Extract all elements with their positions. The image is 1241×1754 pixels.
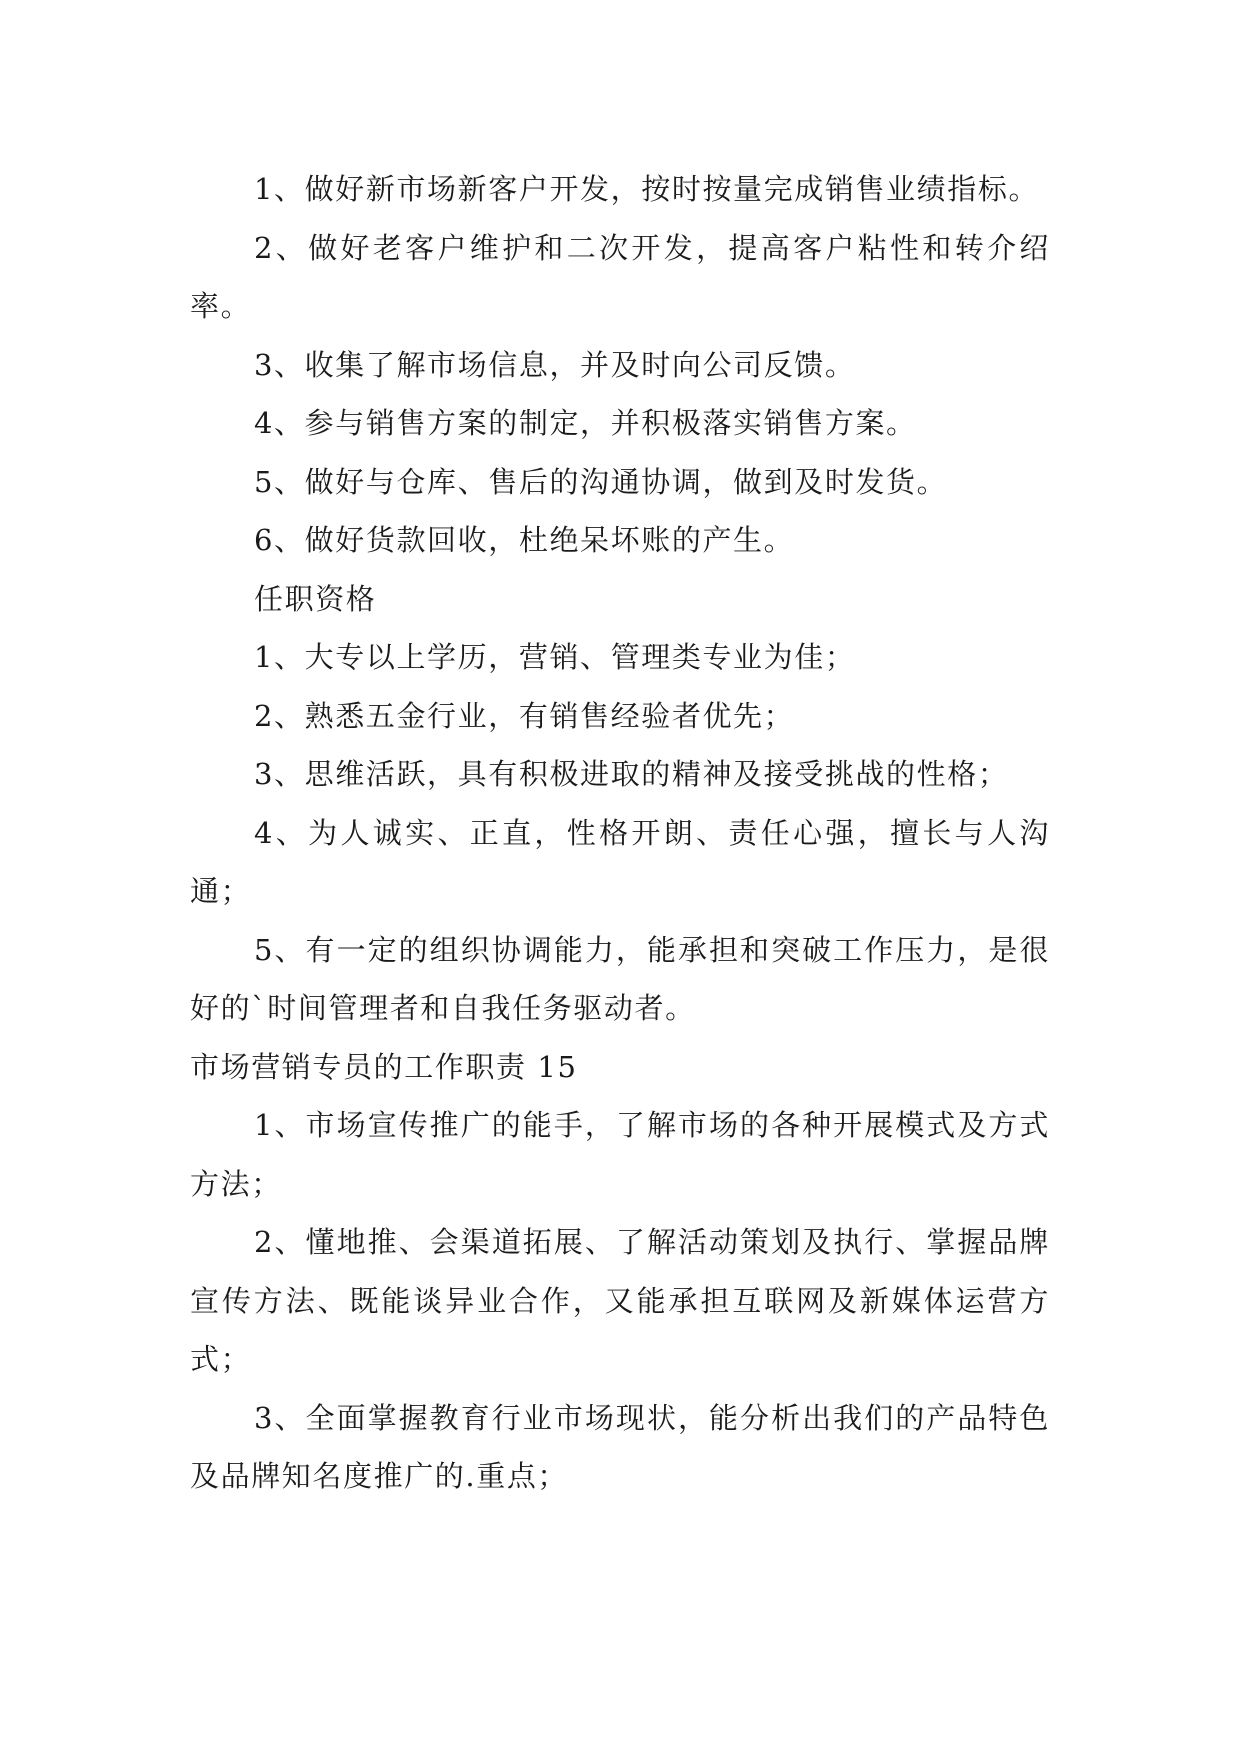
document-body bbox=[190, 160, 1050, 1506]
section-item-2: 2、懂地推、会渠道拓展、了解活动策划及执行、掌握品牌宣传方法、既能谈异业合作，又能承担互联网及新媒体运营方式； bbox=[190, 1225, 1050, 1376]
duty-item-6: 6、做好货款回收，杜绝呆坏账的产生。 bbox=[254, 523, 795, 557]
duty-item-3: 3、收集了解市场信息，并及时向公司反馈。 bbox=[254, 347, 856, 382]
duty-item-4: 4、参与销售方案的制定，并积极落实销售方案。 bbox=[254, 406, 917, 440]
qualification-item-2: 2、熟悉五金行业，有销售经验者优先； bbox=[254, 698, 795, 733]
duty-item-1: 1、做好新市场新客户开发，按时按量完成销售业绩指标。 bbox=[254, 172, 1040, 206]
duty-item-5: 5、做好与仓库、售后的沟通协调，做到及时发货。 bbox=[254, 464, 948, 499]
section-title: 市场营销专员的工作职责 15 bbox=[190, 1049, 578, 1084]
duty-item-2: 2、做好老客户维护和二次开发，提高客户粘性和转介绍率。 bbox=[190, 230, 1050, 323]
section-item-1: 1、市场宣传推广的能手，了解市场的各种开展模式及方式方法； bbox=[190, 1108, 1050, 1201]
qualification-item-3: 3、思维活跃，具有积极进取的精神及接受挑战的性格； bbox=[254, 757, 1009, 791]
qualification-item-5: 5、有一定的组织协调能力，能承担和突破工作压力，是很好的`时间管理者和自我任务驱动者。 bbox=[190, 932, 1050, 1025]
qualification-item-1: 1、大专以上学历，营销、管理类专业为佳； bbox=[254, 640, 856, 674]
section-item-3: 3、全面掌握教育行业市场现状，能分析出我们的产品特色及品牌知名度推广的.重点； bbox=[190, 1400, 1050, 1493]
qualification-item-4: 4、为人诚实、正直，性格开朗、责任心强，擅长与人沟通； bbox=[190, 815, 1050, 908]
qualifications-heading: 任职资格 bbox=[254, 581, 377, 616]
